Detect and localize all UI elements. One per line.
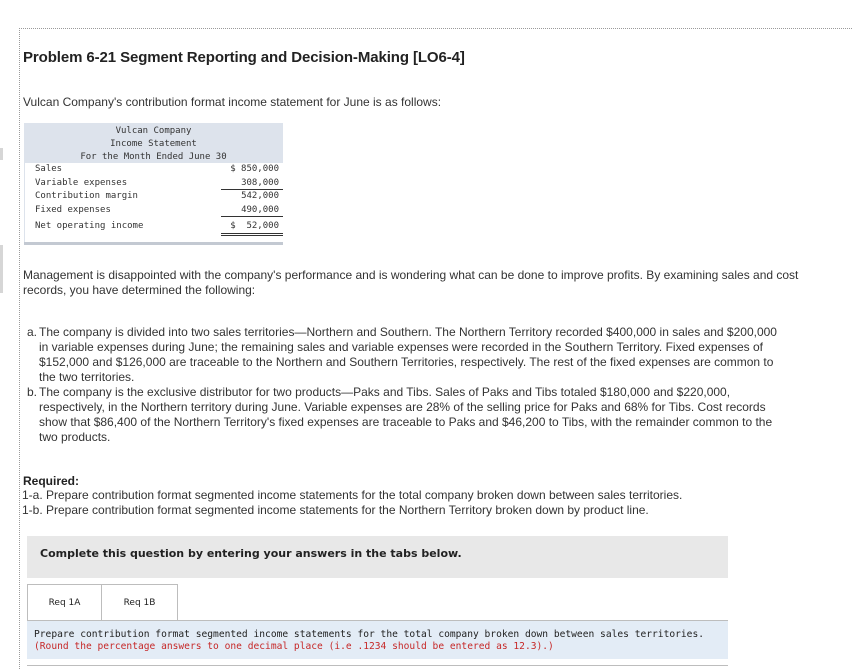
- instructions-banner: [27, 536, 728, 578]
- side-marker: [0, 245, 3, 293]
- tab-req-1b[interactable]: Req 1B: [102, 584, 178, 621]
- facts-list: [23, 325, 783, 445]
- statement-row-value: 490,000: [241, 205, 279, 215]
- banner-text: Complete this question by entering your answers in the tabs below.: [40, 547, 462, 560]
- statement-row-label: Contribution margin: [35, 191, 138, 201]
- required-heading: Required:: [23, 474, 80, 488]
- income-statement: [24, 123, 283, 245]
- statement-row-value: 308,000: [241, 178, 279, 188]
- list-item-text: The company is the exclusive distributor for two products—Paks and Tibs. Sales of Paks and Tibs totaled $180,000 and $220,000, respectively, in the Northern territory during June. Variable expenses are 28% of the selling price for Paks and 68% for Tibs. Cost records show that $86,400 of the Northern Territory's fixed expenses are traceable to Paks and $46,200 to Tibs, with the remainder common to the two products.: [39, 385, 773, 444]
- panel-bottom-rule: [27, 665, 728, 666]
- statement-row-label: Variable expenses: [35, 178, 128, 188]
- statement-row-label: Fixed expenses: [35, 205, 111, 215]
- statement-name: Income Statement: [110, 139, 197, 149]
- statement-footer-bar: [24, 242, 283, 245]
- subtotal-rule: [221, 189, 283, 190]
- list-item: [23, 325, 783, 385]
- statement-period: For the Month Ended June 30: [80, 152, 227, 162]
- statement-row-value: $ 850,000: [230, 164, 279, 174]
- statement-body: [25, 163, 283, 242]
- required-item-1b: 1-b. Prepare contribution format segmented income statements for the Northern Territory broken down by product line.: [22, 503, 649, 517]
- list-item: [23, 385, 783, 445]
- tab-req-1a[interactable]: Req 1A: [27, 584, 102, 621]
- subtotal-rule: [221, 216, 283, 217]
- management-paragraph: Management is disappointed with the company's performance and is wondering what can be done to improve profits. By examining sales and cost records, you have determined the following:: [23, 268, 799, 297]
- problem-intro: Vulcan Company's contribution format income statement for June is as follows:: [23, 95, 442, 109]
- rounding-note: (Round the percentage answers to one decimal place (i.e .1234 should be entered as 12.3).): [34, 641, 554, 652]
- statement-row-label: Net operating income: [35, 221, 144, 231]
- statement-company: Vulcan Company: [115, 126, 192, 136]
- list-item-text: The company is divided into two sales territories—Northern and Southern. The Northern Territory recorded $400,000 in sales and $200,000 in variable expenses during June; the remaining sales and variable expenses were recorded in the Southern Territory. Fixed expenses of $152,000 and $126,000 are traceable to the Northern and Southern Territories, respectively. The rest of the fixed expenses are common to the two territories.: [39, 325, 777, 384]
- list-marker: b.: [27, 385, 38, 399]
- statement-row-value: $ 52,000: [230, 221, 279, 231]
- tab-instruction: [27, 621, 728, 659]
- statement-row-value: 542,000: [241, 191, 279, 201]
- problem-title: Problem 6-21 Segment Reporting and Decision-Making [LO6-4]: [23, 49, 465, 66]
- required-item-1a: 1-a. Prepare contribution format segmented income statements for the total company broken down between sales territories.: [22, 488, 683, 502]
- statement-row-label: Sales: [35, 164, 63, 174]
- instruction-text: Prepare contribution format segmented income statements for the total company broken down between sales territories.: [34, 629, 705, 640]
- side-marker: [0, 148, 3, 160]
- total-double-rule: [221, 233, 283, 236]
- list-marker: a.: [27, 325, 38, 339]
